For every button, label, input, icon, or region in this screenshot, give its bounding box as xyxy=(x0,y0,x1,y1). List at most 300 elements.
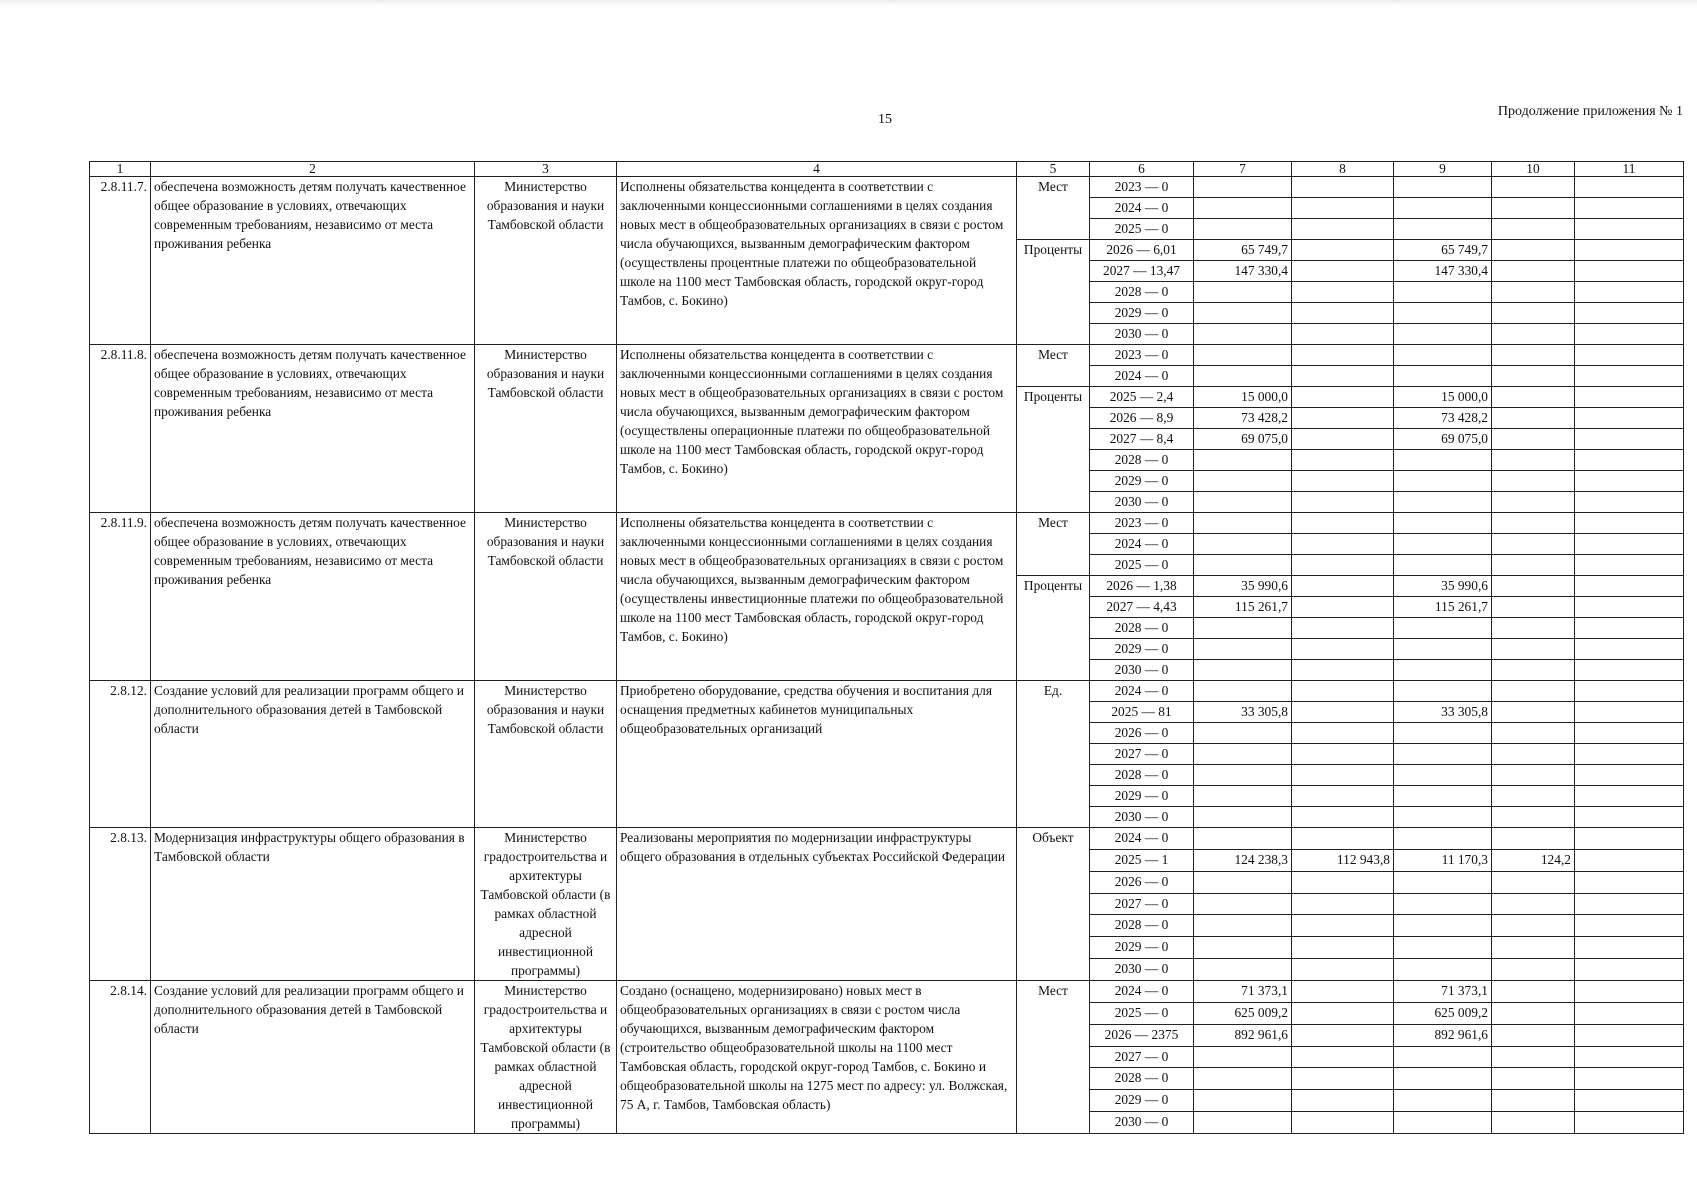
year-indicator: 2027 — 13,47 xyxy=(1090,261,1194,282)
funding-federal xyxy=(1292,303,1394,324)
unit-of-measure: Ед. xyxy=(1017,681,1090,828)
funding-total xyxy=(1194,345,1292,366)
funding-other xyxy=(1575,981,1684,1003)
year-indicator: 2030 — 0 xyxy=(1090,660,1194,681)
funding-regional xyxy=(1394,1090,1492,1112)
year-indicator: 2025 — 2,4 xyxy=(1090,387,1194,408)
funding-local xyxy=(1492,681,1575,702)
funding-other xyxy=(1575,429,1684,450)
continuation-label: Продолжение приложения № 1 xyxy=(1497,104,1683,119)
funding-other xyxy=(1575,597,1684,618)
funding-federal xyxy=(1292,198,1394,219)
item-code: 2.8.11.9. xyxy=(90,513,151,681)
funding-federal xyxy=(1292,471,1394,492)
year-indicator: 2030 — 0 xyxy=(1090,1112,1194,1134)
funding-local xyxy=(1492,893,1575,915)
table-row xyxy=(90,177,1684,198)
funding-total xyxy=(1194,303,1292,324)
funding-other xyxy=(1575,639,1684,660)
funding-regional: 71 373,1 xyxy=(1394,981,1492,1003)
funding-local xyxy=(1492,492,1575,513)
funding-total xyxy=(1194,198,1292,219)
year-indicator: 2026 — 1,38 xyxy=(1090,576,1194,597)
column-header: 7 xyxy=(1194,162,1292,177)
funding-regional xyxy=(1394,1046,1492,1068)
funding-local xyxy=(1492,261,1575,282)
funding-local xyxy=(1492,282,1575,303)
year-indicator: 2030 — 0 xyxy=(1090,807,1194,828)
funding-local xyxy=(1492,1046,1575,1068)
funding-regional: 892 961,6 xyxy=(1394,1024,1492,1046)
funding-other xyxy=(1575,915,1684,937)
table-body xyxy=(90,177,1684,1134)
funding-other xyxy=(1575,744,1684,765)
item-result: Исполнены обязательства концедента в соответствии с заключенными концессионными соглашениями в целях создания новых мест в общеобразовательных организациях в связи с ростом числа обучающихся, вызванным демографическим фактором (осуществлены процентные платежи по общеобразовательной школе на 1100 мест Тамбовская область, городской округ-город Тамбов, с. Бокино) xyxy=(617,177,1017,345)
funding-local xyxy=(1492,555,1575,576)
funding-regional xyxy=(1394,555,1492,576)
funding-local xyxy=(1492,303,1575,324)
funding-other xyxy=(1575,219,1684,240)
year-indicator: 2024 — 0 xyxy=(1090,366,1194,387)
year-indicator: 2029 — 0 xyxy=(1090,786,1194,807)
funding-total: 124 238,3 xyxy=(1194,849,1292,871)
unit-of-measure: Мест xyxy=(1017,345,1090,387)
funding-federal xyxy=(1292,981,1394,1003)
year-indicator: 2024 — 0 xyxy=(1090,681,1194,702)
item-name: Модернизация инфраструктуры общего образования в Тамбовской области xyxy=(151,828,475,981)
funding-federal xyxy=(1292,639,1394,660)
funding-other xyxy=(1575,681,1684,702)
funding-federal xyxy=(1292,893,1394,915)
year-indicator: 2029 — 0 xyxy=(1090,639,1194,660)
funding-total xyxy=(1194,871,1292,893)
funding-regional xyxy=(1394,534,1492,555)
funding-other xyxy=(1575,618,1684,639)
funding-regional xyxy=(1394,681,1492,702)
year-indicator: 2027 — 8,4 xyxy=(1090,429,1194,450)
funding-regional xyxy=(1394,450,1492,471)
unit-of-measure: Мест xyxy=(1017,177,1090,240)
funding-local xyxy=(1492,387,1575,408)
funding-local xyxy=(1492,807,1575,828)
item-name: Создание условий для реализации программ общего и дополнительного образования детей в Тамбовской области xyxy=(151,681,475,828)
item-executor: Министерство образования и науки Тамбовской области xyxy=(475,345,617,513)
funding-federal xyxy=(1292,387,1394,408)
funding-regional xyxy=(1394,282,1492,303)
year-indicator: 2029 — 0 xyxy=(1090,937,1194,959)
year-indicator: 2028 — 0 xyxy=(1090,765,1194,786)
funding-total xyxy=(1194,177,1292,198)
unit-of-measure: Объект xyxy=(1017,828,1090,981)
funding-other xyxy=(1575,1068,1684,1090)
item-result: Исполнены обязательства концедента в соответствии с заключенными концессионными соглашениями в целях создания новых мест в общеобразовательных организациях в связи с ростом числа обучающихся, вызванным демографическим фактором (осуществлены операционные платежи по общеобразовательной школе на 1100 мест Тамбовская область, городской округ-город Тамбов, с. Бокино) xyxy=(617,345,1017,513)
funding-other xyxy=(1575,576,1684,597)
year-indicator: 2027 — 4,43 xyxy=(1090,597,1194,618)
funding-local xyxy=(1492,240,1575,261)
table-row xyxy=(90,345,1684,366)
funding-local xyxy=(1492,177,1575,198)
funding-total xyxy=(1194,807,1292,828)
funding-other xyxy=(1575,408,1684,429)
year-indicator: 2027 — 0 xyxy=(1090,893,1194,915)
funding-regional: 15 000,0 xyxy=(1394,387,1492,408)
funding-local xyxy=(1492,765,1575,786)
year-indicator: 2024 — 0 xyxy=(1090,981,1194,1003)
year-indicator: 2026 — 0 xyxy=(1090,723,1194,744)
funding-local xyxy=(1492,618,1575,639)
year-indicator: 2025 — 0 xyxy=(1090,219,1194,240)
funding-other xyxy=(1575,345,1684,366)
funding-local xyxy=(1492,450,1575,471)
funding-total xyxy=(1194,660,1292,681)
funding-local xyxy=(1492,959,1575,981)
funding-other xyxy=(1575,261,1684,282)
year-indicator: 2025 — 0 xyxy=(1090,1002,1194,1024)
funding-other xyxy=(1575,765,1684,786)
funding-total xyxy=(1194,1068,1292,1090)
item-code: 2.8.13. xyxy=(90,828,151,981)
funding-total xyxy=(1194,282,1292,303)
funding-other xyxy=(1575,492,1684,513)
funding-other xyxy=(1575,534,1684,555)
funding-regional xyxy=(1394,828,1492,850)
funding-regional xyxy=(1394,744,1492,765)
funding-other xyxy=(1575,1112,1684,1134)
funding-federal xyxy=(1292,660,1394,681)
funding-federal xyxy=(1292,240,1394,261)
item-result: Реализованы мероприятия по модернизации инфраструктуры общего образования в отдельных субъектах Российской Федерации xyxy=(617,828,1017,981)
funding-other xyxy=(1575,1002,1684,1024)
funding-regional xyxy=(1394,471,1492,492)
year-indicator: 2025 — 1 xyxy=(1090,849,1194,871)
unit-of-measure: Проценты xyxy=(1017,576,1090,681)
scan-edge xyxy=(0,0,1697,6)
funding-regional xyxy=(1394,660,1492,681)
funding-other xyxy=(1575,303,1684,324)
item-code: 2.8.14. xyxy=(90,981,151,1134)
funding-other xyxy=(1575,555,1684,576)
item-code: 2.8.12. xyxy=(90,681,151,828)
funding-other xyxy=(1575,937,1684,959)
funding-regional xyxy=(1394,639,1492,660)
table-row xyxy=(90,828,1684,850)
year-indicator: 2028 — 0 xyxy=(1090,282,1194,303)
item-name: обеспечена возможность детям получать качественное общее образование в условиях, отвечающих современным требованиям, независимо от места проживания ребенка xyxy=(151,177,475,345)
funding-federal xyxy=(1292,282,1394,303)
funding-other xyxy=(1575,1090,1684,1112)
funding-regional xyxy=(1394,723,1492,744)
funding-total xyxy=(1194,366,1292,387)
column-header: 3 xyxy=(475,162,617,177)
column-header: 8 xyxy=(1292,162,1394,177)
funding-regional xyxy=(1394,786,1492,807)
item-result: Приобретено оборудование, средства обучения и воспитания для оснащения предметных кабинетов муниципальных общеобразовательных организаций xyxy=(617,681,1017,828)
funding-federal xyxy=(1292,1068,1394,1090)
funding-regional xyxy=(1394,959,1492,981)
item-result: Создано (оснащено, модернизировано) новых мест в общеобразовательных организациях в связи с ростом числа обучающихся, вызванным демографическим фактором (строительство общеобразовательной школы на 1100 мест Тамбовская область, городской округ-город Тамбов, с. Бокино и общеобразовательной школы на 1275 мест по адресу: ул. Волжская, 75 А, г. Тамбов, Тамбовская область) xyxy=(617,981,1017,1134)
funding-total xyxy=(1194,555,1292,576)
funding-total xyxy=(1194,744,1292,765)
funding-federal xyxy=(1292,597,1394,618)
funding-regional xyxy=(1394,1112,1492,1134)
funding-regional xyxy=(1394,303,1492,324)
year-indicator: 2026 — 2375 xyxy=(1090,1024,1194,1046)
funding-federal: 112 943,8 xyxy=(1292,849,1394,871)
funding-regional: 35 990,6 xyxy=(1394,576,1492,597)
funding-other xyxy=(1575,893,1684,915)
funding-local xyxy=(1492,366,1575,387)
funding-local xyxy=(1492,324,1575,345)
column-header: 10 xyxy=(1492,162,1575,177)
year-indicator: 2026 — 6,01 xyxy=(1090,240,1194,261)
funding-total xyxy=(1194,828,1292,850)
item-executor: Министерство образования и науки Тамбовской области xyxy=(475,177,617,345)
funding-total: 147 330,4 xyxy=(1194,261,1292,282)
funding-other xyxy=(1575,387,1684,408)
funding-local xyxy=(1492,1024,1575,1046)
funding-local xyxy=(1492,534,1575,555)
funding-local xyxy=(1492,345,1575,366)
funding-total xyxy=(1194,639,1292,660)
year-indicator: 2023 — 0 xyxy=(1090,513,1194,534)
column-header: 1 xyxy=(90,162,151,177)
funding-other xyxy=(1575,513,1684,534)
funding-federal xyxy=(1292,219,1394,240)
column-header: 9 xyxy=(1394,162,1492,177)
funding-local xyxy=(1492,828,1575,850)
funding-total xyxy=(1194,618,1292,639)
funding-local xyxy=(1492,786,1575,807)
funding-local xyxy=(1492,219,1575,240)
funding-federal xyxy=(1292,513,1394,534)
funding-local xyxy=(1492,429,1575,450)
funding-local xyxy=(1492,639,1575,660)
funding-federal xyxy=(1292,723,1394,744)
funding-total xyxy=(1194,893,1292,915)
item-name: Создание условий для реализации программ общего и дополнительного образования детей в Тамбовской области xyxy=(151,981,475,1134)
funding-regional xyxy=(1394,219,1492,240)
funding-regional: 73 428,2 xyxy=(1394,408,1492,429)
funding-regional xyxy=(1394,324,1492,345)
year-indicator: 2025 — 81 xyxy=(1090,702,1194,723)
funding-local xyxy=(1492,597,1575,618)
funding-other xyxy=(1575,324,1684,345)
funding-federal xyxy=(1292,408,1394,429)
funding-federal xyxy=(1292,871,1394,893)
funding-local xyxy=(1492,1002,1575,1024)
unit-of-measure: Мест xyxy=(1017,981,1090,1134)
item-executor: Министерство образования и науки Тамбовской области xyxy=(475,513,617,681)
table-row xyxy=(90,681,1684,702)
funding-local xyxy=(1492,871,1575,893)
year-indicator: 2029 — 0 xyxy=(1090,471,1194,492)
item-executor: Министерство образования и науки Тамбовской области xyxy=(475,681,617,828)
funding-other xyxy=(1575,849,1684,871)
year-indicator: 2026 — 0 xyxy=(1090,871,1194,893)
year-indicator: 2030 — 0 xyxy=(1090,959,1194,981)
funding-local xyxy=(1492,471,1575,492)
item-name: обеспечена возможность детям получать качественное общее образование в условиях, отвечающих современным требованиям, независимо от места проживания ребенка xyxy=(151,345,475,513)
funding-local xyxy=(1492,1090,1575,1112)
funding-other xyxy=(1575,198,1684,219)
column-header: 6 xyxy=(1090,162,1194,177)
year-indicator: 2024 — 0 xyxy=(1090,534,1194,555)
funding-total xyxy=(1194,723,1292,744)
funding-regional xyxy=(1394,618,1492,639)
funding-regional xyxy=(1394,807,1492,828)
column-header: 11 xyxy=(1575,162,1684,177)
year-indicator: 2023 — 0 xyxy=(1090,345,1194,366)
funding-federal xyxy=(1292,534,1394,555)
funding-total: 71 373,1 xyxy=(1194,981,1292,1003)
funding-total: 73 428,2 xyxy=(1194,408,1292,429)
funding-regional: 33 305,8 xyxy=(1394,702,1492,723)
funding-other xyxy=(1575,786,1684,807)
funding-other xyxy=(1575,282,1684,303)
funding-federal xyxy=(1292,261,1394,282)
funding-regional xyxy=(1394,937,1492,959)
funding-local xyxy=(1492,408,1575,429)
funding-total: 35 990,6 xyxy=(1194,576,1292,597)
year-indicator: 2029 — 0 xyxy=(1090,1090,1194,1112)
column-number-row xyxy=(90,162,1684,177)
funding-federal xyxy=(1292,786,1394,807)
funding-local xyxy=(1492,198,1575,219)
funding-total: 892 961,6 xyxy=(1194,1024,1292,1046)
funding-local xyxy=(1492,1112,1575,1134)
item-name: обеспечена возможность детям получать качественное общее образование в условиях, отвечающих современным требованиям, независимо от места проживания ребенка xyxy=(151,513,475,681)
item-executor: Министерство градостроительства и архитектуры Тамбовской области (в рамках областной адресной инвестиционной программы) xyxy=(475,981,617,1134)
funding-other xyxy=(1575,177,1684,198)
funding-total: 65 749,7 xyxy=(1194,240,1292,261)
year-indicator: 2030 — 0 xyxy=(1090,324,1194,345)
funding-federal xyxy=(1292,345,1394,366)
funding-total xyxy=(1194,765,1292,786)
year-indicator: 2028 — 0 xyxy=(1090,915,1194,937)
year-indicator: 2027 — 0 xyxy=(1090,744,1194,765)
funding-other xyxy=(1575,871,1684,893)
funding-local xyxy=(1492,576,1575,597)
funding-total xyxy=(1194,492,1292,513)
funding-total xyxy=(1194,219,1292,240)
funding-regional xyxy=(1394,345,1492,366)
funding-local xyxy=(1492,981,1575,1003)
funding-other xyxy=(1575,959,1684,981)
funding-local xyxy=(1492,513,1575,534)
funding-total xyxy=(1194,1046,1292,1068)
funding-regional xyxy=(1394,893,1492,915)
funding-total xyxy=(1194,1090,1292,1112)
funding-total: 15 000,0 xyxy=(1194,387,1292,408)
funding-regional xyxy=(1394,492,1492,513)
column-header: 5 xyxy=(1017,162,1090,177)
funding-other xyxy=(1575,828,1684,850)
year-indicator: 2025 — 0 xyxy=(1090,555,1194,576)
year-indicator: 2030 — 0 xyxy=(1090,492,1194,513)
funding-local xyxy=(1492,723,1575,744)
funding-other xyxy=(1575,807,1684,828)
funding-regional: 115 261,7 xyxy=(1394,597,1492,618)
funding-regional xyxy=(1394,198,1492,219)
funding-federal xyxy=(1292,492,1394,513)
year-indicator: 2027 — 0 xyxy=(1090,1046,1194,1068)
funding-local xyxy=(1492,744,1575,765)
funding-total xyxy=(1194,959,1292,981)
page-number: 15 xyxy=(878,112,892,127)
column-header: 4 xyxy=(617,162,1017,177)
program-table xyxy=(89,161,1684,1134)
funding-other xyxy=(1575,723,1684,744)
unit-of-measure: Мест xyxy=(1017,513,1090,576)
funding-total xyxy=(1194,534,1292,555)
funding-total: 115 261,7 xyxy=(1194,597,1292,618)
funding-total xyxy=(1194,450,1292,471)
funding-federal xyxy=(1292,450,1394,471)
funding-regional xyxy=(1394,871,1492,893)
funding-regional xyxy=(1394,366,1492,387)
funding-regional xyxy=(1394,915,1492,937)
funding-federal xyxy=(1292,555,1394,576)
item-executor: Министерство градостроительства и архитектуры Тамбовской области (в рамках областной адресной инвестиционной программы) xyxy=(475,828,617,981)
table-row xyxy=(90,513,1684,534)
funding-regional xyxy=(1394,513,1492,534)
funding-federal xyxy=(1292,429,1394,450)
funding-total xyxy=(1194,786,1292,807)
item-code: 2.8.11.8. xyxy=(90,345,151,513)
year-indicator: 2028 — 0 xyxy=(1090,618,1194,639)
funding-federal xyxy=(1292,576,1394,597)
funding-federal xyxy=(1292,937,1394,959)
funding-regional: 11 170,3 xyxy=(1394,849,1492,871)
funding-federal xyxy=(1292,618,1394,639)
funding-other xyxy=(1575,366,1684,387)
funding-total xyxy=(1194,915,1292,937)
funding-federal xyxy=(1292,702,1394,723)
funding-other xyxy=(1575,450,1684,471)
funding-total xyxy=(1194,324,1292,345)
funding-total: 625 009,2 xyxy=(1194,1002,1292,1024)
funding-regional: 147 330,4 xyxy=(1394,261,1492,282)
column-header: 2 xyxy=(151,162,475,177)
table-row xyxy=(90,981,1684,1003)
funding-federal xyxy=(1292,744,1394,765)
funding-federal xyxy=(1292,366,1394,387)
funding-local: 124,2 xyxy=(1492,849,1575,871)
funding-local xyxy=(1492,660,1575,681)
unit-of-measure: Проценты xyxy=(1017,387,1090,513)
funding-federal xyxy=(1292,828,1394,850)
funding-total xyxy=(1194,681,1292,702)
year-indicator: 2026 — 8,9 xyxy=(1090,408,1194,429)
funding-regional: 65 749,7 xyxy=(1394,240,1492,261)
funding-local xyxy=(1492,937,1575,959)
year-indicator: 2028 — 0 xyxy=(1090,1068,1194,1090)
funding-federal xyxy=(1292,681,1394,702)
funding-federal xyxy=(1292,915,1394,937)
funding-federal xyxy=(1292,1002,1394,1024)
funding-other xyxy=(1575,702,1684,723)
funding-total xyxy=(1194,513,1292,534)
funding-federal xyxy=(1292,1112,1394,1134)
funding-regional: 625 009,2 xyxy=(1394,1002,1492,1024)
funding-federal xyxy=(1292,959,1394,981)
item-result: Исполнены обязательства концедента в соответствии с заключенными концессионными соглашениями в целях создания новых мест в общеобразовательных организациях в связи с ростом числа обучающихся, вызванным демографическим фактором (осуществлены инвестиционные платежи по общеобразовательной школе на 1100 мест Тамбовская область, городской округ-город Тамбов, с. Бокино) xyxy=(617,513,1017,681)
funding-regional xyxy=(1394,177,1492,198)
funding-other xyxy=(1575,1046,1684,1068)
funding-local xyxy=(1492,915,1575,937)
item-code: 2.8.11.7. xyxy=(90,177,151,345)
funding-other xyxy=(1575,471,1684,492)
